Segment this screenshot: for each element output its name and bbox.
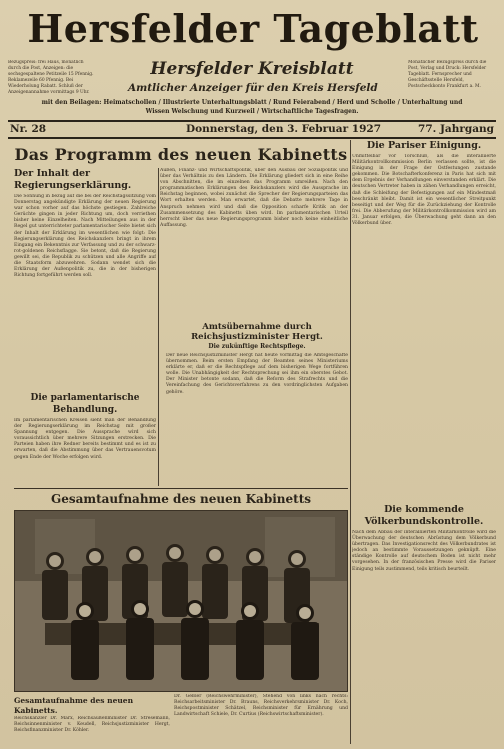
dateline <box>8 122 496 136</box>
article-parlamentarische-behandlung <box>14 392 156 486</box>
article-heading: Die Pariser Einigung. <box>366 140 482 151</box>
masthead-title: Hersfelder Tageblatt <box>27 6 479 51</box>
cabinet-photo <box>14 510 348 692</box>
beilagen-line: mit den Beilagen: Heimatschollen / Illustrierte Unterhaltungsblatt / Rund Feierabend / Herd und Scholle / Unterhaltung und Wissen Welschung und Kurzweil / Wirtschaftliche Tagesfragen. <box>41 99 463 115</box>
kreisblatt-title: Hersfelder Kreisblatt <box>150 59 354 79</box>
caption-text: Dr. Geßler (Reichswehrminister), Stehend von links nach rechts: Reichsarbeitsminister Dr. Brauns, Reichsverkehrsminister Dr. Koch, Reichspostminister Schätzel, Reichsminister für Ernährung und Landwirtschaft Schiele, Dr. Curtius (Reichswirtschaftsminister). <box>174 694 348 718</box>
article-voelkerbundskontrolle <box>352 504 496 734</box>
divider <box>14 488 348 489</box>
column-divider <box>158 168 159 486</box>
issue-number: Nr. 28 <box>10 123 47 135</box>
article-body: Unmittelbar vor Torschluß, als die interalliierte Militärkontrollkommission Berlin verlassen sollte, ist die Einigung in der Frage der Ostfestungen zustande gekommen. Die Botschafterkonferenz in Paris hat sich mit dem Ergebnis der Verhandlungen einverstanden erklärt. Die deutschen Vertreter haben in zähen Verhandlungen erreicht, daß die Schleifung der Befestigungen auf ein Mindestmaß beschränkt bleibt. Damit ist ein wesentlicher Streitpunkt beseitigt und der Weg für die Zurückziehung der Kontrolle frei. Die Abberufung der Militärkontrollkommission wird am 31. Januar erfolgen, die Überwachung geht dann an den Völkerbund über. <box>352 154 496 227</box>
anzeiger-subtitle: Amtlicher Anzeiger für den Kreis Hersfeld <box>128 82 378 94</box>
photo-heading: Gesamtaufnahme des neuen Kabinetts <box>51 492 311 506</box>
article-regierungserklaerung <box>14 168 156 388</box>
article-heading: Die kommende Völkerbundskontrolle. <box>364 504 484 527</box>
masthead-right-box: Monatlicher Bezugspreis durch die Post, Verlag und Druck: Hersfelder Tageblatt. Fernsprecher und Geschäftsstelle Hersfeld, Postscheckkonto Frankfurt a. M. <box>408 60 487 89</box>
column-divider <box>350 140 351 744</box>
article-body: Die Sonnung in bezug auf die bei der Reichstagssitzung vom Donnerstag angekündigte Erklärung der neuen Regierung war schon vorher auf das höchste gestiegen. Zahlreiche Gerüchte gingen in jeder Richtung um, doch verriethen bisher keine Einzelheiten. Nach Mitteilungen aus in der Regel gut unterrichteter parlamentarischer Seite bietet sich der Inhalt der Erklärung im wesentlichen wie folgt: Die Regierungserklärung des Reichskanzlers bringt in ihrem Eingang ein Bekenntnis zur Verfassung und zu der schwarz-rot-goldenen Reichsflagge. Sie betont, daß die Regierung gewillt sei, die Republik zu schützen und alle Angriffe auf die Staatsform abzuwehren. Sodann wendet sich die Erklärung der Außenpolitik zu, die in der bisherigen Richtung fortgeführt werden soll. <box>14 194 156 279</box>
article-pariser-einigung <box>352 140 496 500</box>
issue-date: Donnerstag, den 3. Februar 1927 <box>186 123 382 135</box>
article-amtsuebernahme <box>166 322 348 486</box>
photo-caption-left <box>14 696 170 746</box>
main-headline: Das Programm des neuen Kabinetts <box>14 145 348 164</box>
photo-caption-right <box>174 694 348 746</box>
article-body: Nach dem Abbau der interalliierten Militärkontrolle wird die Überwachung der deutschen Abrüstung dem Völkerbund übertragen. Das Investigationsrecht des Völkerbundrates ist jedoch an bestimmte Voraussetzungen geknüpft. Eine ständige Kontrolle auf deutschem Boden ist nicht mehr vorgesehen. In der französischen Presse wird die Pariser Einigung teils zustimmend, teils kritisch beurteilt. <box>352 530 496 572</box>
article-heading: Amtsübernahme durch Reichsjustizminister Hergt. <box>191 322 323 342</box>
divider <box>8 137 496 139</box>
right-column <box>352 140 496 740</box>
article-heading: Die parlamentarische Behandlung. <box>30 393 140 415</box>
article-body: Im parlamentarischen Kreisen sieht man der Behandlung der Regierungserklärung im Reichstag mit großer Spannung entgegen. Die Aussprache wird sich voraussichtlich über mehrere Sitzungen erstrecken. Die Parteien haben ihre Redner bereits bestimmt und es ist zu erwarten, daß die Abstimmung über das Vertrauensvotum gegen Ende der Woche erfolgen wird. <box>14 418 156 460</box>
masthead-left-box: Bezugspreis: frei Haus, monatlich durch die Post, Anzeigen: die sechsgespaltene Petitzeile 15 Pfennig. Reklamezeile 60 Pfennig. Bei Wiederholung Rabatt. Schluß der Anzeigenannahme vormittags 9 Uhr. <box>8 60 94 95</box>
article-heading: Der Inhalt der Regierungserklärung. <box>14 168 132 191</box>
article-body: Außen, Finanz- und Wirtschaftspolitik, über den Ausbau der Sozialpolitik und über das Verhältnis zu den Ländern. Die Erklärung gliedert sich in eine Reihe von Abschnitten, die im einzelnen das Programm umreißen. Nach den programmatischen Erklärungen des Reichskanzlers wird die Aussprache im Reichstag beginnen, wobei zunächst die Sprecher der Regierungsparteien das Wort erhalten werden. Man erwartet, daß die Debatte mehrere Tage in Anspruch nehmen wird und daß die Opposition scharfe Kritik an der Zusammensetzung des Kabinetts üben wird. Im parlamentarischen Urteil herrscht über das neue Regierungsprogramm bisher noch keine einheitliche Auffassung. <box>160 168 348 228</box>
caption-text: Reichskanzler Dr. Marx, Reichsaußenminister Dr. Stresemann, Reichsinnenminister v. Keudell, Reichsjustizminister Hergt, Reichsfinanzminister Dr. Köhler. <box>14 716 170 734</box>
article-body: Der neue Reichsjustizminister Hergt hat heute vormittag die Amtsgeschäfte übernommen. Beim ersten Empfang der Beamten seines Ministeriums erklärte er, daß er die Rechtspflege auf dem bisherigen Wege fortführen wolle. Die Unabhängigkeit der Rechtsprechung sei ihm ein oberstes Gebot. Der Minister betonte sodann, daß die Reform des Strafrechts und die Vereinfachung des Gerichtsverfahrens zu den vordringlichsten Aufgaben gehöre. <box>166 353 348 395</box>
issue-jahrgang: 77. Jahrgang <box>418 123 494 135</box>
article-subheading: Die zukünftige Rechtspflege. <box>208 343 306 350</box>
cabinet-photo-image <box>15 511 348 692</box>
caption-title: Gesamtaufnahme des neuen Kabinetts. <box>14 696 134 715</box>
